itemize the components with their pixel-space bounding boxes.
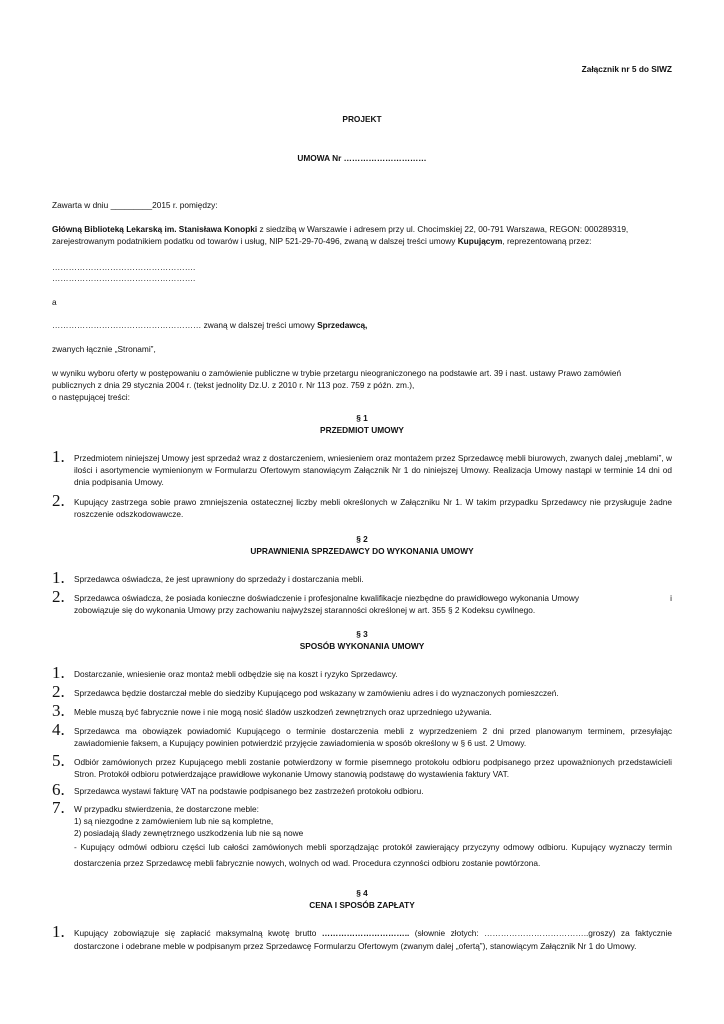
item-amount-dots: ………………………….. [321, 928, 410, 938]
item-text-i: i [670, 593, 672, 603]
item-text-b: zobowiązuje się do wykonania Umowy przy zachowaniu najwyższej staranności określonej w art. 355 § 2 Kodeksu cywilnego. [74, 605, 536, 615]
s3-item-7 [52, 798, 672, 871]
wynik-line-3: o następującej treści: [52, 392, 130, 402]
s2-title: UPRAWNIENIA SPRZEDAWCY DO WYKONANIA UMOWY [250, 546, 474, 556]
representative-dots-2: ……………………………………………. [52, 273, 196, 283]
s3-item-3 [52, 701, 672, 720]
item-text: Odbiór zamówionych przez Kupującego mebli zostanie potwierdzony w formie pisemnego protokołu odbioru podpisanego przez upoważnionych przedstawicieli Stron. Protokół odbioru potwierdzające prawidłowe wykonanie Umowy stanowią podstawę do wystawienia faktury VAT. [74, 757, 672, 779]
conjunction-a: a [52, 297, 57, 307]
party2-role: Sprzedawcą, [317, 320, 368, 330]
s1-title: PRZEDMIOT UMOWY [320, 425, 404, 435]
s1-item-1 [52, 447, 672, 488]
item-text: Sprzedawca oświadcza, że jest uprawniony do sprzedaży i dostarczania mebli. [74, 574, 364, 584]
s4-sign: § 4 [356, 888, 368, 898]
item-number: 7. [52, 798, 65, 817]
item-text: Kupujący zastrzega sobie prawo zmniejszenia ostatecznej liczby mebli określonych w Załączniku Nr 1. W takim przypadku Sprzedawcy nie przysługuje żadne roszczenie odszkodowawcze. [74, 497, 672, 519]
item-text-line-1: W przypadku stwierdzenia, że dostarczone meble: [74, 804, 259, 814]
stronami-line: zwanych łącznie „Stronami”, [52, 344, 156, 354]
wynik-paragraph [52, 367, 672, 403]
s3-item-2 [52, 682, 672, 701]
party2-line [52, 319, 672, 331]
item-text: Meble muszą być fabrycznie nowe i nie mogą nosić śladów uszkodzeń zewnętrznych oraz uprzedniego używania. [74, 707, 492, 717]
item-number: 2. [52, 587, 65, 606]
zawarta-line: Zawarta w dniu _________2015 r. pomiędzy: [52, 200, 218, 210]
s2-item-2 [52, 587, 672, 616]
s2-item-1 [52, 568, 672, 587]
item-text: Sprzedawca wystawi fakturę VAT na podstawie podpisanego bez zastrzeżeń protokołu odbioru. [74, 786, 424, 796]
party1-end: , reprezentowaną przez: [502, 236, 592, 246]
party1-name: Główną Biblioteką Lekarską im. Stanisława Konopki [52, 224, 258, 234]
s3-item-4 [52, 720, 672, 749]
item-text: Sprzedawca będzie dostarczał meble do siedziby Kupującego pod wskazany w zamówieniu adres i do wyznaczonych pomieszczeń. [74, 688, 559, 698]
item-text-a: Kupujący zobowiązuje się zapłacić maksymalną kwotę brutto [74, 928, 322, 938]
s3-item-5 [52, 751, 672, 780]
wynik-line-2: publicznych z dnia 29 stycznia 2004 r. (tekst jednolity Dz.U. z 2010 r. Nr 113 poz. 759 z późn. zm.), [52, 380, 415, 390]
item-text-a: Sprzedawca oświadcza, że posiada konieczne doświadczenie i profesjonalne kwalifikacje niezbędne do prawidłowego wykonania Umowy [74, 593, 580, 603]
item-number: 5. [52, 751, 65, 770]
party1-address: z siedzibą w Warszawie i adresem przy ul. Chocimskiej 22, 00-791 Warszawa, REGON: 000289319, [257, 224, 629, 234]
item-text-line-4: - Kupujący odmówi odbioru części lub całości zamówionych mebli sporządzając protokół zawierający przyczyny odmowy odbioru. Kupujący wyznaczy termin dostarczenia przez Sprzedawcę mebli fabrycznie nowych, wolnych od wad. Procedura czynności odbioru zostanie powtórzona. [74, 842, 672, 868]
s4-item-1 [52, 922, 672, 953]
s3-title: SPOSÓB WYKONANIA UMOWY [299, 641, 425, 651]
item-number: 4. [52, 720, 65, 739]
item-text: Dostarczanie, wniesienie oraz montaż mebli odbędzie się na koszt i ryzyko Sprzedawcy. [74, 669, 398, 679]
s3-sign: § 3 [356, 629, 368, 639]
item-text: Sprzedawca ma obowiązek powiadomić Kupującego o terminie dostarczenia mebli z wyprzedzeniem 2 dni przed planowanym terminem, przesyłając zawiadomienie faksem, a Kupujący powinien potwierdzić przyjęcie zawiadomienia w sposób określony w § 6 ust. 2 Umowy. [74, 726, 672, 748]
item-number: 1. [52, 922, 65, 941]
s1-sign: § 1 [356, 413, 368, 423]
umowa-number: UMOWA Nr ………………………… [297, 153, 427, 163]
party1-paragraph [52, 223, 672, 247]
s4-title: CENA I SPOSÓB ZAPŁATY [309, 900, 415, 910]
item-number: 1. [52, 663, 65, 682]
s1-item-2 [52, 491, 672, 520]
item-text-line-2: 1) są niezgodne z zamówieniem lub nie są kompletne, [74, 816, 274, 826]
s3-item-6 [52, 780, 672, 799]
item-text-b: (słownie złotych: ………………………………..groszy) za faktycznie dostarczone i odebrane meble w podpisanym przez Sprzedawcę Formularzu Ofertowym (zwanym dalej „ofertą”), stanowiącym Załącznik Nr 1 do Umowy. [74, 928, 672, 951]
party2-dots: ……………………………………………… zwaną w dalszej treści umowy [52, 320, 318, 330]
attachment-label: Załącznik nr 5 do SIWZ [581, 64, 672, 74]
item-number: 2. [52, 682, 65, 701]
s2-sign: § 2 [356, 534, 368, 544]
item-number: 3. [52, 701, 65, 720]
projekt-title: PROJEKT [342, 114, 382, 124]
representative-dots-1: ……………………………………………. [52, 262, 196, 272]
item-number: 6. [52, 780, 65, 799]
item-number: 1. [52, 568, 65, 587]
s3-item-1 [52, 663, 672, 682]
item-text: Przedmiotem niniejszej Umowy jest sprzedaż wraz z dostarczeniem, wniesieniem oraz montażem przez Sprzedawcę mebli biurowych, zwanych dalej „meblami”, w ilości i asortymencie wymienionym w Formularzu Ofertowym stanowiącym Załącznik Nr 1 do niniejszej Umowy. Realizacja Umowy nastąpi w terminie 14 dni od dnia podpisania Umowy. [74, 453, 672, 487]
item-text-line-3: 2) posiadają ślady zewnętrznego uszkodzenia lub nie są nowe [74, 828, 304, 838]
wynik-line-1: w wyniku wyboru oferty w postępowaniu o zamówienie publiczne w trybie przetargu nieograniczonego na podstawie art. 39 i nast. ustawy Prawo zamówień [52, 368, 622, 378]
item-number: 1. [52, 447, 65, 466]
item-number: 2. [52, 491, 65, 510]
party1-role: Kupującym [457, 236, 503, 246]
party1-nip: zarejestrowanym podatnikiem podatku od towarów i usług, NIP 521-29-70-496, zwaną w dalszej treści umowy [52, 236, 458, 246]
